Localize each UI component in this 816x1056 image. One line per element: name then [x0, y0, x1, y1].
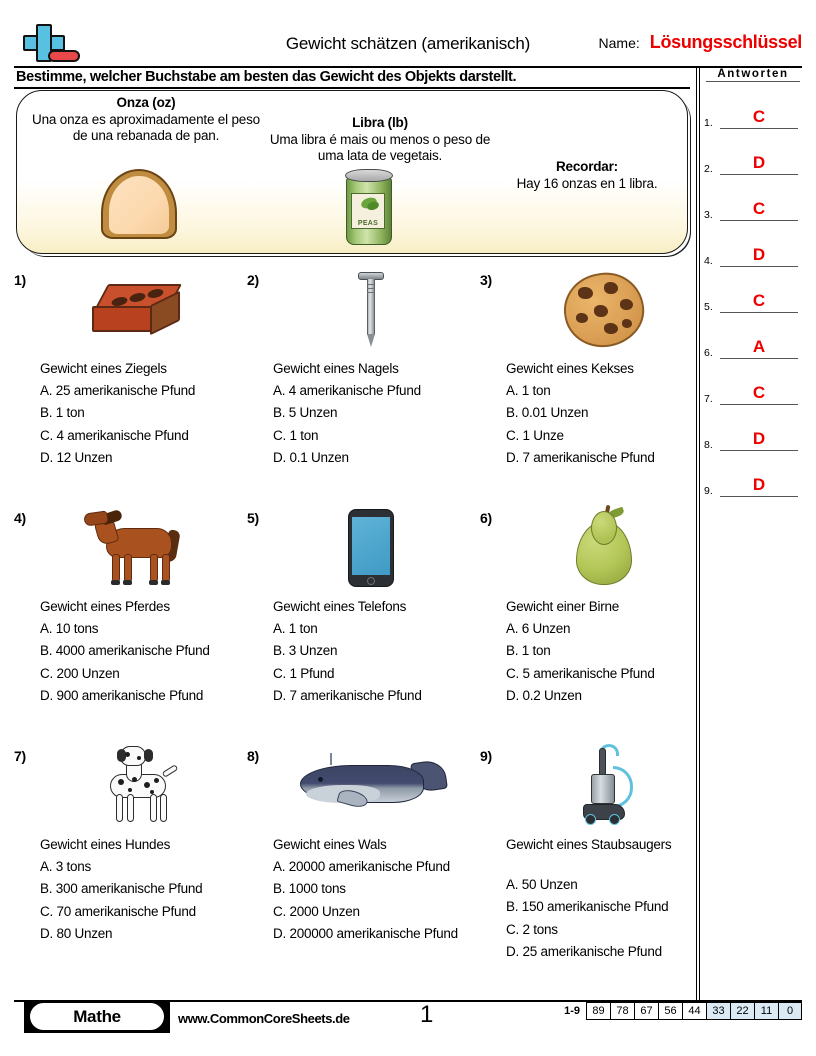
- question-choices: [506, 620, 710, 709]
- can-label-text: PEAS: [357, 220, 379, 227]
- pea-can-icon: [345, 169, 393, 247]
- question-item-6: [480, 506, 708, 744]
- score-cell: 33: [706, 1002, 730, 1020]
- answer-index: 1.: [704, 117, 713, 129]
- dog-spot: [125, 752, 130, 757]
- score-cell: 44: [682, 1002, 706, 1020]
- question-row: [14, 744, 690, 986]
- question-number: 3): [480, 272, 492, 288]
- brick-front: [92, 306, 152, 332]
- answer-value: D: [752, 429, 766, 448]
- info-ounce-text: Una onza es aproximadamente el peso de una rebanada de pan.: [32, 112, 260, 144]
- choice-d[interactable]: D. 900 amerikanische Pfund: [40, 687, 204, 703]
- answer-index: 6.: [704, 347, 713, 359]
- choice-a[interactable]: A. 1 ton: [273, 621, 318, 636]
- pear-icon: [506, 508, 702, 588]
- score-cell: 89: [586, 1002, 610, 1020]
- choice-a[interactable]: A. 1 ton: [506, 383, 551, 398]
- choice-b[interactable]: B. 1000 tons: [273, 881, 346, 897]
- answer-value: C: [752, 383, 766, 402]
- answer-value: A: [752, 337, 766, 356]
- pea-pods-icon: [360, 196, 378, 210]
- info-column-remember: [487, 159, 687, 192]
- nail-tip: [367, 334, 375, 347]
- choice-b[interactable]: B. 150 amerikanische Pfund: [506, 899, 669, 915]
- answer-row: [704, 200, 800, 221]
- question-choices: [506, 876, 710, 965]
- choice-c[interactable]: C. 1 Pfund: [273, 665, 335, 681]
- choice-c[interactable]: C. 200 Unzen: [40, 665, 120, 681]
- choice-a[interactable]: A. 10 tons: [40, 621, 99, 636]
- answer-index: 7.: [704, 393, 713, 405]
- choice-d[interactable]: D. 12 Unzen: [40, 449, 113, 465]
- dog-icon: [40, 746, 236, 826]
- horse-leg: [112, 554, 120, 582]
- info-ounce-heading: Onza (oz): [116, 95, 176, 110]
- dog-spot: [137, 756, 141, 760]
- choice-b[interactable]: B. 5 Unzen: [273, 405, 338, 421]
- answer-index: 3.: [704, 209, 713, 221]
- question-number: 1): [14, 272, 26, 288]
- question-item-7: [14, 744, 242, 986]
- question-row: [14, 506, 690, 744]
- choice-b[interactable]: B. 0.01 Unzen: [506, 405, 589, 421]
- answer-index: 8.: [704, 439, 713, 451]
- score-cell: 22: [730, 1002, 754, 1020]
- vacuum-icon: [506, 746, 702, 826]
- answer-row: [704, 338, 800, 359]
- horse-leg: [124, 554, 132, 582]
- question-choices: [40, 382, 244, 471]
- choice-a[interactable]: A. 50 Unzen: [506, 877, 578, 892]
- dog-leg: [150, 794, 157, 822]
- question-label: Gewicht eines Hundes: [40, 837, 171, 852]
- horse-hoof: [161, 580, 170, 585]
- brick-icon: [40, 270, 236, 350]
- question-number: 4): [14, 510, 26, 526]
- score-cell: 11: [754, 1002, 778, 1020]
- question-choices: [506, 382, 710, 471]
- instruction-text: Bestimme, welcher Buchstabe am besten das Gewicht des Objekts darstellt.: [16, 69, 517, 85]
- phone-screen: [352, 517, 390, 575]
- answer-row: [704, 430, 800, 451]
- question-label: Gewicht eines Nagels: [273, 361, 399, 376]
- dog-spot: [128, 788, 132, 792]
- choice-c[interactable]: C. 4 amerikanische Pfund: [40, 427, 189, 443]
- questions-grid: [14, 268, 690, 986]
- horse-icon: [40, 508, 236, 588]
- cookie-chip: [578, 287, 593, 299]
- question-item-3: [480, 268, 708, 506]
- vacuum-hose: [613, 766, 633, 808]
- question-label: Gewicht eines Staubsaugers: [506, 837, 672, 852]
- info-column-pound: [267, 115, 493, 165]
- choice-c[interactable]: C. 2000 Unzen: [273, 903, 360, 919]
- choice-a[interactable]: A. 4 amerikanische Pfund: [273, 383, 421, 398]
- score-scale: [564, 1002, 802, 1020]
- answer-value: C: [752, 107, 766, 126]
- dog-ear: [144, 749, 153, 762]
- dog-spot: [144, 782, 150, 788]
- reference-info-box: [16, 90, 688, 254]
- question-item-4: [14, 506, 242, 744]
- choice-d[interactable]: D. 0.2 Unzen: [506, 687, 582, 703]
- question-choices: [40, 858, 244, 947]
- choice-c[interactable]: C. 70 amerikanische Pfund: [40, 903, 196, 919]
- horse-leg: [162, 554, 170, 582]
- choice-c[interactable]: C. 1 ton: [273, 427, 319, 443]
- nail-rib: [367, 292, 375, 293]
- question-item-1: [14, 268, 242, 506]
- choice-d[interactable]: D. 0.1 Unzen: [273, 449, 349, 465]
- phone-icon: [273, 508, 469, 588]
- answer-row: [704, 384, 800, 405]
- page-header: [14, 22, 802, 68]
- header-divider: [14, 66, 802, 68]
- question-choices: [40, 620, 244, 709]
- question-label: Gewicht eines Wals: [273, 837, 387, 852]
- site-url: www.CommonCoreSheets.de: [178, 1011, 350, 1026]
- dog-spot: [132, 777, 137, 782]
- question-label: Gewicht einer Birne: [506, 599, 620, 614]
- info-remember-heading: Recordar:: [556, 159, 618, 174]
- answer-row: [704, 108, 800, 129]
- phone-home-button: [367, 577, 375, 585]
- whale-spout: [330, 753, 332, 765]
- info-pound-text: Uma libra é mais ou menos o peso de uma lata de vegetais.: [269, 132, 491, 164]
- answers-sidebar: [696, 66, 802, 1001]
- answer-index: 4.: [704, 255, 713, 267]
- info-pound-heading: Libra (lb): [352, 115, 408, 130]
- cookie-chip: [594, 305, 608, 317]
- choice-b[interactable]: B. 300 amerikanische Pfund: [40, 881, 203, 897]
- choice-b[interactable]: B. 1 ton: [40, 405, 85, 421]
- question-choices: [273, 382, 477, 471]
- horse-leg: [150, 554, 158, 582]
- sidebar-divider: [696, 66, 700, 1001]
- answer-value: D: [752, 475, 766, 494]
- pear-neck: [591, 511, 617, 545]
- choice-c[interactable]: C. 2 tons: [506, 921, 558, 937]
- horse-hoof: [149, 580, 158, 585]
- question-number: 5): [247, 510, 259, 526]
- choice-d[interactable]: D. 80 Unzen: [40, 925, 113, 941]
- dog-spot: [154, 778, 159, 783]
- nail-icon: [273, 270, 469, 350]
- choice-a[interactable]: A. 20000 amerikanische Pfund: [273, 859, 450, 874]
- choice-a[interactable]: A. 6 Unzen: [506, 621, 571, 636]
- question-row: [14, 268, 690, 506]
- answer-value: D: [752, 153, 766, 172]
- score-cell: 67: [634, 1002, 658, 1020]
- dog-spot: [118, 779, 124, 785]
- choice-d[interactable]: D. 200000 amerikanische Pfund: [273, 925, 458, 941]
- score-cell: 56: [658, 1002, 682, 1020]
- answer-value: C: [752, 199, 766, 218]
- info-remember-text: Hay 16 onzas en 1 libra.: [516, 176, 658, 191]
- choice-c[interactable]: C. 5 amerikanische Pfund: [506, 665, 655, 681]
- cookie-chip: [622, 319, 632, 328]
- dog-tail: [162, 764, 179, 778]
- question-number: 8): [247, 748, 259, 764]
- choice-c[interactable]: C. 1 Unze: [506, 427, 564, 443]
- answer-index: 9.: [704, 485, 713, 497]
- answer-value: D: [752, 245, 766, 264]
- cookie-icon: [506, 270, 702, 350]
- choice-d[interactable]: D. 7 amerikanische Pfund: [506, 449, 655, 465]
- info-column-ounce: [23, 95, 269, 145]
- page-title: Gewicht schätzen (amerikanisch): [285, 34, 531, 53]
- answer-index: 2.: [704, 163, 713, 175]
- answer-row: [704, 154, 800, 175]
- answers-heading: Antworten: [706, 68, 800, 82]
- question-label: Gewicht eines Pferdes: [40, 599, 170, 614]
- horse-hoof: [123, 580, 132, 585]
- whale-eye: [318, 777, 323, 782]
- question-label: Gewicht eines Kekses: [506, 361, 634, 376]
- question-item-9: [480, 744, 708, 986]
- cookie-chip: [576, 313, 588, 323]
- dog-leg: [127, 794, 134, 822]
- question-label: Gewicht eines Telefons: [273, 599, 407, 614]
- vacuum-canister: [591, 774, 615, 804]
- question-choices: [273, 620, 477, 709]
- question-number: 2): [247, 272, 259, 288]
- choice-a[interactable]: A. 25 amerikanische Pfund: [40, 383, 196, 398]
- score-range-label: 1-9: [564, 1005, 580, 1017]
- question-number: 7): [14, 748, 26, 764]
- page-number: 1: [420, 1001, 434, 1028]
- choice-b[interactable]: B. 4000 amerikanische Pfund: [40, 643, 210, 659]
- cookie-chip: [604, 282, 618, 294]
- name-label: Name:: [598, 35, 640, 51]
- question-item-5: [247, 506, 475, 744]
- can-label: [351, 193, 385, 229]
- subject-badge-label: Mathe: [30, 1003, 164, 1030]
- cookie-chip: [604, 323, 618, 334]
- vacuum-wheel: [609, 814, 620, 825]
- question-item-2: [247, 268, 475, 506]
- instruction-divider: [14, 87, 690, 89]
- answer-value: C: [752, 291, 766, 310]
- question-label: Gewicht eines Ziegels: [40, 361, 167, 376]
- answer-key-label: Lösungsschlüssel: [649, 32, 802, 52]
- answer-row: [704, 476, 800, 497]
- dog-spot: [150, 790, 154, 794]
- choice-b[interactable]: B. 3 Unzen: [273, 643, 338, 659]
- choice-a[interactable]: A. 3 tons: [40, 859, 92, 874]
- choice-d[interactable]: D. 25 amerikanische Pfund: [506, 943, 662, 959]
- question-number: 6): [480, 510, 492, 526]
- cookie-chip: [620, 299, 633, 310]
- whale-icon: [273, 746, 469, 826]
- answer-row: [704, 246, 800, 267]
- dog-leg: [116, 794, 123, 822]
- nail-rib: [367, 284, 375, 285]
- score-cell: 0: [778, 1002, 802, 1020]
- answer-row: [704, 292, 800, 313]
- name-block: [599, 32, 802, 53]
- score-cell: 78: [610, 1002, 634, 1020]
- bread-slice-icon: [101, 169, 177, 239]
- dog-leg: [160, 794, 167, 822]
- subject-badge: [24, 1000, 170, 1033]
- question-choices: [273, 858, 477, 947]
- can-lid: [345, 169, 393, 182]
- question-number: 9): [480, 748, 492, 764]
- choice-d[interactable]: D. 7 amerikanische Pfund: [273, 687, 422, 703]
- vacuum-wheel: [585, 814, 596, 825]
- horse-hoof: [111, 580, 120, 585]
- nail-rib: [367, 288, 375, 289]
- question-item-8: [247, 744, 475, 986]
- answer-index: 5.: [704, 301, 713, 313]
- choice-b[interactable]: B. 1 ton: [506, 643, 551, 659]
